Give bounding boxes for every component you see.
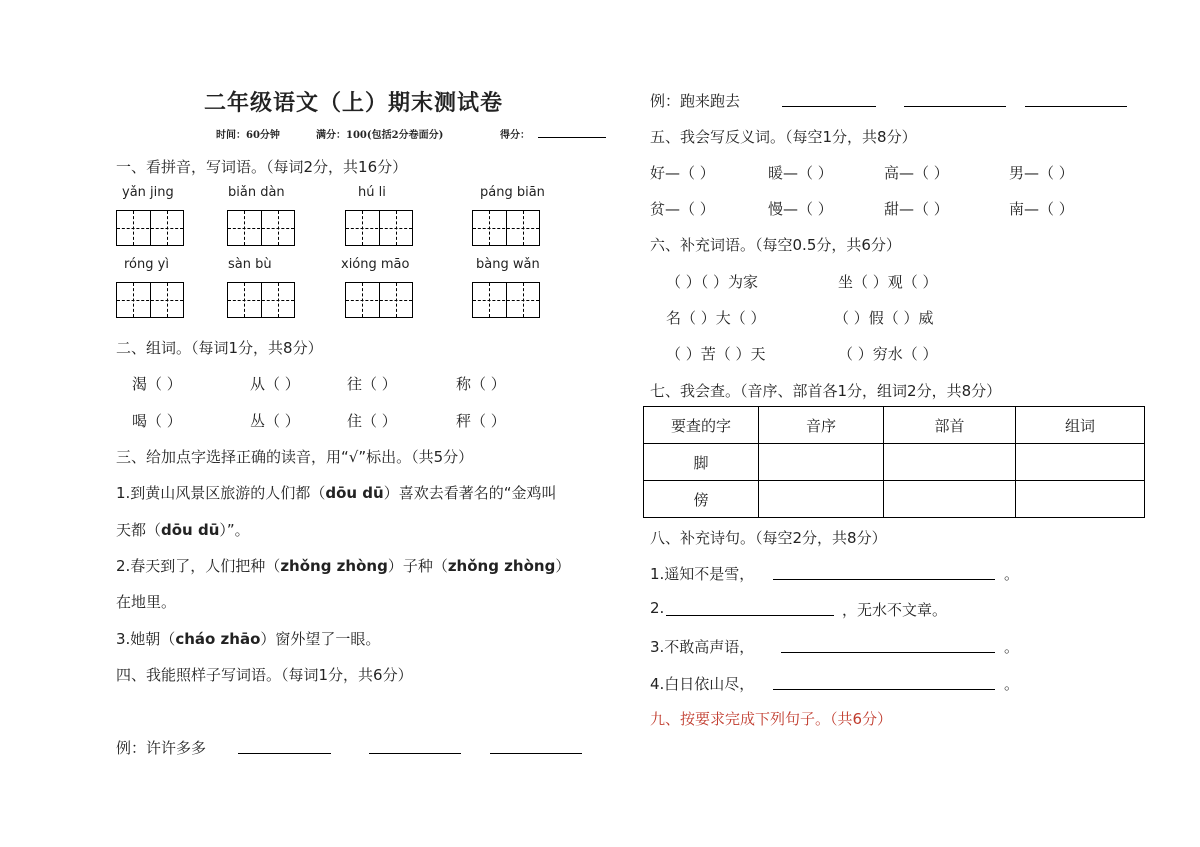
table-row bbox=[644, 444, 1145, 481]
table-header-row bbox=[644, 407, 1145, 444]
answer-blank[interactable] bbox=[666, 615, 834, 616]
answer-blank[interactable] bbox=[773, 689, 995, 690]
period: 。 bbox=[1004, 565, 1020, 583]
pinyin-option[interactable]: dōu dū bbox=[161, 521, 220, 539]
idiom-item[interactable]: （ ）穷水（ ） bbox=[838, 345, 938, 363]
idiom-item[interactable]: 坐（ ）观（ ） bbox=[838, 273, 938, 291]
table-row bbox=[644, 481, 1145, 518]
word-item[interactable]: 往（ ） bbox=[347, 375, 397, 393]
idiom-item[interactable]: （ ）苦（ ）天 bbox=[666, 345, 766, 363]
poem-line-4: 4.白日依山尽， bbox=[650, 675, 755, 693]
word-item[interactable]: 丛（ ） bbox=[250, 412, 300, 430]
pinyin-option[interactable]: cháo zhāo bbox=[175, 630, 261, 648]
section-1-heading: 一、看拼音，写词语。（每词2分，共16分） bbox=[116, 158, 408, 176]
question-3-2 bbox=[116, 555, 570, 576]
answer-blank[interactable] bbox=[781, 652, 995, 653]
question-text: ）”。 bbox=[219, 521, 250, 539]
antonym-item[interactable]: 贫—（ ） bbox=[650, 200, 715, 218]
section-7-heading: 七、我会查。（音序、部首各1分，组词2分，共8分） bbox=[650, 382, 1002, 400]
answer-blank[interactable] bbox=[773, 579, 995, 580]
antonym-item[interactable]: 暖—（ ） bbox=[768, 164, 833, 182]
poem-line-2-num: 2. bbox=[650, 599, 665, 617]
pinyin-option[interactable]: zhǒng zhòng bbox=[447, 557, 556, 575]
question-text: 2.春天到了，人们把种（ bbox=[116, 557, 281, 575]
pinyin-7: xióng māo bbox=[341, 257, 410, 272]
question-text: ）喜欢去看著名的“金鸡叫 bbox=[383, 484, 557, 502]
section-6-heading: 六、补充词语。（每空0.5分，共6分） bbox=[650, 236, 901, 254]
answer-blank[interactable] bbox=[904, 106, 1006, 107]
poem-line-3: 3.不敢高声语， bbox=[650, 638, 755, 656]
word-item[interactable]: 喝（ ） bbox=[132, 412, 182, 430]
writing-grid[interactable] bbox=[227, 282, 295, 318]
period: 。 bbox=[1004, 638, 1020, 656]
question-text: ）子种（ bbox=[387, 557, 448, 575]
table-cell-answer[interactable] bbox=[1016, 481, 1145, 518]
question-text: 天都（ bbox=[116, 521, 162, 539]
answer-blank[interactable] bbox=[490, 753, 582, 754]
word-item[interactable]: 称（ ） bbox=[456, 375, 506, 393]
question-3-3 bbox=[116, 628, 380, 649]
pinyin-option[interactable]: dōu dū bbox=[325, 484, 384, 502]
antonym-item[interactable]: 好—（ ） bbox=[650, 164, 715, 182]
pinyin-option[interactable]: zhǒng zhòng bbox=[280, 557, 388, 575]
pinyin-6: sàn bù bbox=[228, 257, 272, 272]
answer-blank[interactable] bbox=[782, 106, 876, 107]
pinyin-1: yǎn jing bbox=[122, 185, 174, 200]
pinyin-5: róng yì bbox=[124, 257, 169, 272]
antonym-item[interactable]: 南—（ ） bbox=[1009, 200, 1074, 218]
table-cell-answer[interactable] bbox=[759, 444, 884, 481]
table-cell-answer[interactable] bbox=[1016, 444, 1145, 481]
section-8-heading: 八、补充诗句。（每空2分，共8分） bbox=[650, 529, 887, 547]
writing-grid[interactable] bbox=[345, 282, 413, 318]
antonym-item[interactable]: 男—（ ） bbox=[1009, 164, 1074, 182]
word-item[interactable]: 住（ ） bbox=[347, 412, 397, 430]
example-2: 例：跑来跑去 bbox=[650, 92, 741, 110]
score-label: 得分： bbox=[500, 130, 530, 141]
idiom-item[interactable]: （ ）（ ）为家 bbox=[666, 273, 759, 291]
table-cell-answer[interactable] bbox=[759, 481, 884, 518]
table-header-cell: 组词 bbox=[1016, 407, 1145, 444]
table-header-cell: 音序 bbox=[759, 407, 884, 444]
question-3-1-cont bbox=[116, 519, 250, 540]
pinyin-4: páng biān bbox=[480, 185, 545, 200]
table-cell-char: 脚 bbox=[644, 444, 759, 481]
score-blank[interactable] bbox=[538, 137, 606, 138]
pinyin-8: bàng wǎn bbox=[476, 257, 540, 272]
question-text: ） bbox=[555, 557, 571, 575]
question-3-2-cont: 在地里。 bbox=[116, 593, 177, 611]
page-title: 二年级语文（上）期末测试卷 bbox=[204, 90, 504, 116]
antonym-item[interactable]: 高—（ ） bbox=[884, 164, 949, 182]
section-3-heading: 三、给加点字选择正确的读音，用“√”标出。（共5分） bbox=[116, 448, 474, 466]
word-item[interactable]: 从（ ） bbox=[250, 375, 300, 393]
table-header-cell: 要查的字 bbox=[644, 407, 759, 444]
answer-blank[interactable] bbox=[1025, 106, 1127, 107]
full-score-label: 满分：100(包括2分卷面分) bbox=[316, 130, 444, 141]
writing-grid[interactable] bbox=[472, 282, 540, 318]
antonym-item[interactable]: 甜—（ ） bbox=[884, 200, 949, 218]
question-3-1 bbox=[116, 482, 556, 503]
answer-blank[interactable] bbox=[369, 753, 461, 754]
poem-line-2: ，无水不文章。 bbox=[842, 601, 948, 619]
word-item[interactable]: 秤（ ） bbox=[456, 412, 506, 430]
question-text: 1.到黄山风景区旅游的人们都（ bbox=[116, 484, 326, 502]
idiom-item[interactable]: 名（ ）大（ ） bbox=[666, 309, 766, 327]
table-cell-answer[interactable] bbox=[884, 481, 1016, 518]
section-5-heading: 五、我会写反义词。（每空1分，共8分） bbox=[650, 128, 917, 146]
question-text: ）窗外望了一眼。 bbox=[260, 630, 381, 648]
writing-grid[interactable] bbox=[227, 210, 295, 246]
word-item[interactable]: 渴（ ） bbox=[132, 375, 182, 393]
table-cell-char: 傍 bbox=[644, 481, 759, 518]
answer-blank[interactable] bbox=[238, 753, 331, 754]
writing-grid[interactable] bbox=[345, 210, 413, 246]
pinyin-3: hú li bbox=[358, 185, 386, 200]
time-label: 时间：60分钟 bbox=[216, 130, 280, 141]
lookup-table bbox=[643, 406, 1145, 518]
pinyin-2: biǎn dàn bbox=[228, 185, 285, 200]
section-4-heading: 四、我能照样子写词语。（每词1分，共6分） bbox=[116, 666, 413, 684]
writing-grid[interactable] bbox=[116, 282, 184, 318]
table-header-cell: 部首 bbox=[884, 407, 1016, 444]
example-1: 例：许许多多 bbox=[116, 739, 207, 757]
writing-grid[interactable] bbox=[472, 210, 540, 246]
antonym-item[interactable]: 慢—（ ） bbox=[768, 200, 833, 218]
table-cell-answer[interactable] bbox=[884, 444, 1016, 481]
writing-grid[interactable] bbox=[116, 210, 184, 246]
section-9-heading: 九、按要求完成下列句子。（共6分） bbox=[650, 710, 893, 728]
poem-line-1: 1.遥知不是雪， bbox=[650, 565, 755, 583]
question-text: 3.她朝（ bbox=[116, 630, 176, 648]
section-2-heading: 二、组词。（每词1分，共8分） bbox=[116, 339, 323, 357]
idiom-item[interactable]: （ ）假（ ）威 bbox=[834, 309, 934, 327]
period: 。 bbox=[1004, 675, 1020, 693]
